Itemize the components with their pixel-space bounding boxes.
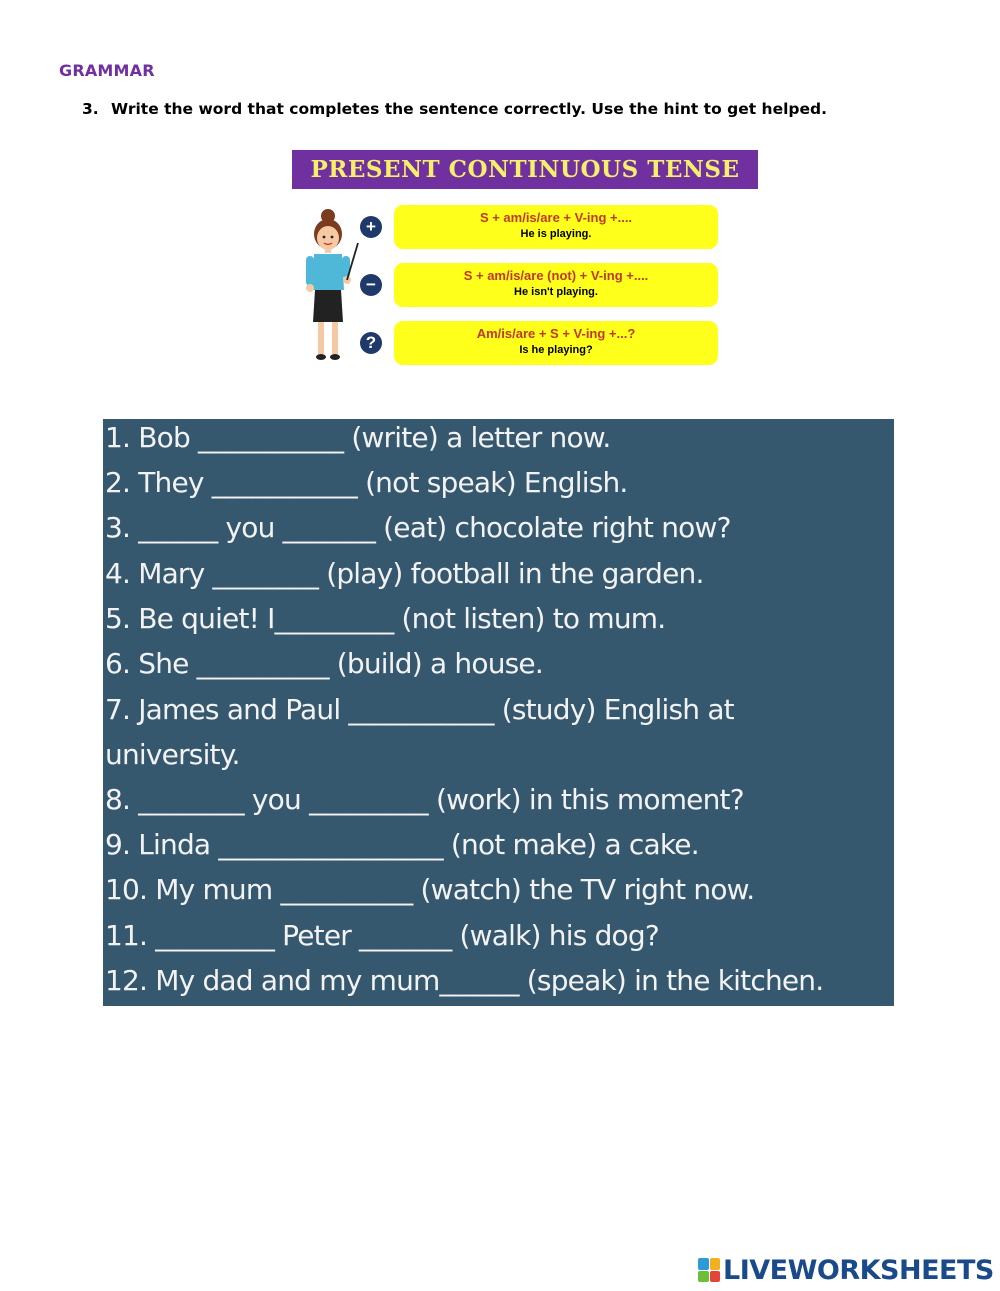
exercise-line: 6. She __________ (build) a house. [105, 647, 543, 680]
rule-example: He is playing. [520, 228, 592, 240]
rule-negative [394, 263, 718, 307]
exercise-line: 7. James and Paul ___________ (study) English at [105, 693, 734, 726]
exercise-line: 8. ________ you _________ (work) in this moment? [105, 783, 744, 816]
rule-formula: Am/is/are + S + V-ing +...? [476, 326, 636, 341]
hint-title: PRESENT CONTINUOUS TENSE [292, 150, 758, 189]
teacher-illustration [300, 208, 362, 366]
liveworksheets-logo [698, 1256, 994, 1284]
exercise-line: 4. Mary ________ (play) football in the garden. [105, 557, 704, 590]
rule-formula: S + am/is/are + V-ing +.... [479, 210, 633, 225]
exercise-line: 5. Be quiet! I_________ (not listen) to mum. [105, 602, 666, 635]
exercise-line: 11. _________ Peter _______ (walk) his dog? [105, 919, 659, 952]
hint-graphic [290, 150, 760, 370]
exercise-line: 3. ______ you _______ (eat) chocolate right now? [105, 511, 731, 544]
logo-text: LIVEWORKSHEETS [723, 1254, 994, 1286]
rule-question [394, 321, 718, 365]
instruction-text: Write the word that completes the sentence correctly. Use the hint to get helped. [111, 100, 827, 118]
rule-formula: S + am/is/are (not) + V-ing +.... [463, 268, 649, 283]
rule-example: Is he playing? [519, 344, 593, 356]
exercise-panel [103, 419, 894, 1006]
exercise-line: 2. They ___________ (not speak) English. [105, 466, 628, 499]
exercise-line: 12. My dad and my mum______ (speak) in the kitchen. [105, 964, 824, 997]
exercise-line: 1. Bob ___________ (write) a letter now. [105, 421, 611, 454]
section-label: GRAMMAR [59, 61, 155, 80]
exercise-line: university. [105, 738, 240, 771]
minus-icon: − [360, 274, 382, 296]
exercise-line: 9. Linda _________________ (not make) a cake. [105, 828, 699, 861]
rule-affirmative [394, 205, 718, 249]
logo-mark-icon [698, 1258, 720, 1282]
instruction [82, 100, 827, 118]
exercise-line: 10. My mum __________ (watch) the TV right now. [105, 873, 755, 906]
instruction-number: 3. [82, 100, 99, 118]
rule-example: He isn't playing. [514, 286, 598, 298]
question-icon: ? [360, 332, 382, 354]
plus-icon: + [360, 216, 382, 238]
